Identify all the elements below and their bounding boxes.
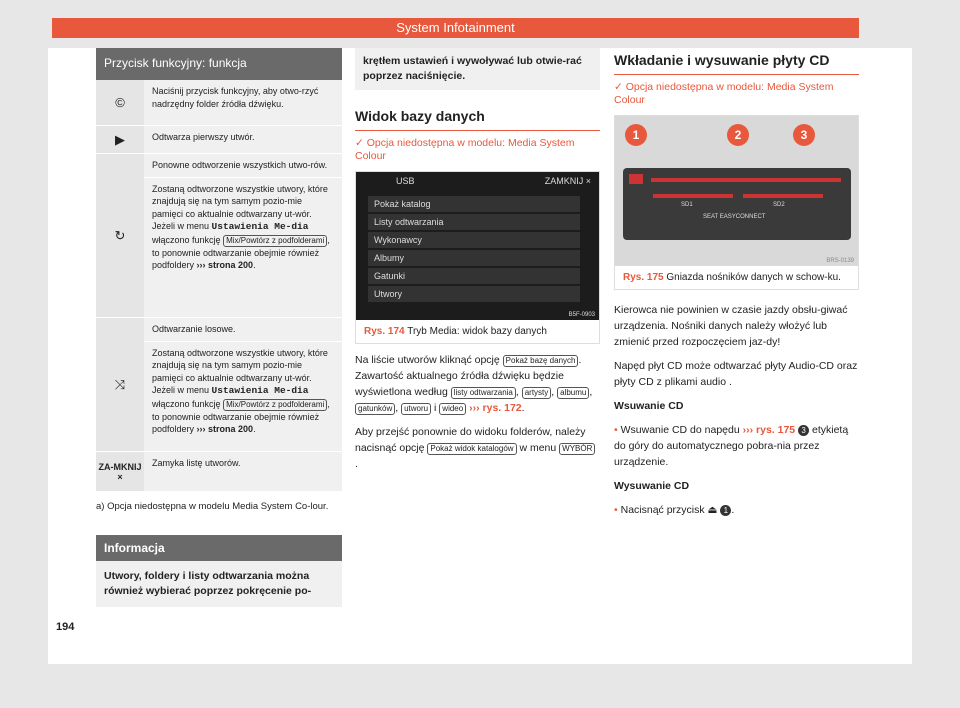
figure-number: Rys. 174 <box>364 326 405 337</box>
text: , to ponownie odtwarzanie obejmie również podfoldery <box>152 398 330 434</box>
subheading: Wysuwanie CD <box>614 480 690 492</box>
info-box <box>96 535 342 607</box>
list-item[interactable]: Utwory <box>368 286 580 302</box>
close-button[interactable]: ZAMKNIJ × <box>544 176 591 186</box>
key-label: albumu <box>557 387 589 399</box>
key-label: listy odtwarzania <box>451 387 516 399</box>
figure-caption <box>356 320 599 343</box>
key-label: Mix/Powtórz z podfolderami <box>223 235 327 247</box>
close-label: ZA-MKNIJ × <box>96 452 144 491</box>
figure-ref: ››› rys. 175 <box>742 424 796 436</box>
caption-text: Gniazda nośników danych w schow-ku. <box>666 272 841 283</box>
section-heading: Wkładanie i wysuwanie płyty CD <box>614 48 859 75</box>
text: Aby przejść ponownie do widoku folderów, należy nacisnąć opcję <box>355 426 586 454</box>
table-cell: Odtwarzanie losowe. <box>152 324 236 334</box>
text: Zostaną odtworzone wszystkie utwory, które znajdują się na tym samym pozio-mie pamięci co aktualnie odtwarzany ut-wór. Jeżeli w menu <box>152 347 328 395</box>
option-note: ✓ Opcja niedostępna w modelu: Media System Colour <box>355 137 575 162</box>
figure-code: B5F-0903 <box>568 312 595 318</box>
usb-label: USB <box>396 176 415 186</box>
table-cell: Naciśnij przycisk funkcyjny, aby otwo-rzyć nadrzędny folder źródła dźwięku. <box>144 80 342 125</box>
paragraph: Napęd płyt CD może odtwarzać płyty Audio-CD oraz płyty CD z plikami audio . <box>614 360 858 388</box>
footnote: a) Opcja niedostępna w modelu Media System Co-lour. <box>96 501 329 512</box>
figure-174 <box>355 171 600 344</box>
callout-3-ref: 3 <box>798 425 809 436</box>
callout-2: 2 <box>727 124 749 146</box>
brand-label: SEAT EASYCONNECT <box>703 214 766 220</box>
table-cell: Zamyka listę utworów. <box>144 452 342 491</box>
column-3 <box>614 48 859 518</box>
bullet: • Wsuwanie CD do napędu ››› rys. 175 3 etykietą do góry do automatycznego pobra-nia przez urządzenie. <box>614 424 849 468</box>
paragraph: Kierowca nie powinien w czasie jazdy obsłu-giwać urządzenia. Nośniki danych należy włożyć lub zmienić przed rozpoczęciem jaz-dy! <box>614 304 848 348</box>
key-label: wideo <box>439 403 466 415</box>
repeat-icon: ↻ <box>96 154 144 317</box>
key-label: WYBÓR <box>559 443 595 455</box>
menu-name: Ustawienia Me-dia <box>211 221 309 232</box>
callout-3: 3 <box>793 124 815 146</box>
key-label: Pokaż bazę danych <box>503 355 579 367</box>
list-item[interactable]: Listy odtwarzania <box>368 214 580 230</box>
info-text: Utwory, foldery i listy odtwarzania można również wybierać poprzez pokręcenie po- <box>104 570 312 597</box>
section-heading: Widok bazy danych <box>355 104 600 131</box>
list-item[interactable]: Pokaż katalog <box>368 196 580 212</box>
key-label: Pokaż widok katalogów <box>427 443 516 455</box>
info-continued: krętłem ustawień i wywoływać lub otwie-rać poprzez naciśnięcie. <box>355 48 600 90</box>
media-screen <box>356 172 599 320</box>
callout-1: 1 <box>625 124 647 146</box>
key-label: artysty <box>522 387 552 399</box>
page-number: 194 <box>56 621 75 633</box>
option-note: ✓ Opcja niedostępna w modelu: Media System Colour <box>614 81 834 106</box>
page-header: System Infotainment <box>52 18 859 38</box>
text: Nacisnąć przycisk ⏏ <box>620 504 718 516</box>
sd2-label: SD2 <box>773 202 785 208</box>
figure-number: Rys. 175 <box>623 272 664 283</box>
menu-name: Ustawienia Me-dia <box>211 385 309 396</box>
callout-1-ref: 1 <box>720 505 731 516</box>
figure-ref: ››› rys. 172 <box>469 402 522 414</box>
key-label: Mix/Powtórz z podfolderami <box>223 399 327 411</box>
column-1: Przycisk funkcyjny: funkcja © Naciśnij przycisk funkcyjny, aby otwo-rzyć nadrzędny folder źródła dźwięku. ▶ Odtwarza pierwszy utwór. ↻ Ponowne odtworzenie wszystkich utwo-rów. Zostaną odtworzone wszystkie utwory, które znajdują się na tym samym pozio-mie pamięci co aktualnie odtwarzany ut-wór. Jeżeli w menu Ustawienia Me-dia włączono funkcję Mix/Powtórz z podfolderami , to ponownie odtwarzanie obejmie również podfoldery ››› strona 200. ⤨ Odtwarzanie losowe. Zostaną odtworzone wszystkie utwory, które znajdują się na tym samym pozio-mie pamięci co aktualnie odtwarzany ut-wór. Jeżeli w menu Ustawienia Me-dia włączono funkcję Mix/Powtórz z podfolderami , to ponownie odtwarzanie obejmie również podfoldery ››› strona 200. ZA-MKNIJ × Zamyka listę utworów. a) Opcja niedostępna w modelu Media System Co-lour. Informacja Utwory, foldery i listy odtwarzania można również wybierać poprzez pokręcenie po- <box>96 48 342 607</box>
text: etykietą do góry do automatycznego pobra-nia przez urządzenie. <box>614 424 849 468</box>
sd2-slot <box>743 194 823 198</box>
key-label: utworu <box>401 403 431 415</box>
page-ref: ››› strona 200 <box>196 260 254 270</box>
text: Na liście utworów kliknąć opcję <box>355 354 500 366</box>
text: w menu <box>519 442 557 454</box>
shuffle-icon: ⤨ <box>96 318 144 451</box>
subheading: Wsuwanie CD <box>614 400 684 412</box>
text: włączono funkcję <box>152 234 221 245</box>
drive-illustration <box>615 116 858 266</box>
figure-code: BRS-0139 <box>826 258 854 264</box>
db-list <box>368 196 580 302</box>
column-2 <box>355 48 600 472</box>
list-item[interactable]: Albumy <box>368 250 580 266</box>
table-cell: Ponowne odtworzenie wszystkich utwo-rów. <box>152 160 328 170</box>
table-cell: Zostaną odtworzone wszystkie utwory, które znajdują się na tym samym pozio-mie pamięci co aktualnie odtwarzany ut-wór. Jeżeli w menu <box>152 183 328 231</box>
paragraph: Aby przejść ponownie do widoku folderów, należy nacisnąć opcję Pokaż widok katalogów w menu WYBÓR . <box>355 424 600 472</box>
text: , to ponownie odtwarzanie obejmie również podfoldery <box>152 234 330 270</box>
text: włączono funkcję <box>152 398 221 409</box>
paragraph: Na liście utworów kliknąć opcję Pokaż bazę danych . Zawartość aktualnego źródła dźwięku będzie wyświetlona według listy odtwarzania , artysty , albumu , gatunków , utworu i wideo ››› rys. 172. <box>355 354 593 414</box>
cd-slot <box>651 178 841 182</box>
caption-text: Tryb Media: widok bazy danych <box>407 326 547 337</box>
play-icon: ▶ <box>96 126 144 153</box>
list-item[interactable]: Wykonawcy <box>368 232 580 248</box>
text: Wsuwanie CD do napędu <box>620 424 740 436</box>
eject-icon[interactable] <box>629 174 643 184</box>
table-cell: Odtwarza pierwszy utwór. <box>144 126 342 153</box>
sd1-slot <box>653 194 733 198</box>
text: . Zawartość aktualnego źródła dźwięku będzie wyświetlona według <box>355 354 582 398</box>
drive-panel <box>623 168 851 240</box>
figure-caption <box>615 266 858 289</box>
sd1-label: SD1 <box>681 202 693 208</box>
text: i <box>434 402 437 414</box>
bullet: • Nacisnąć przycisk ⏏ 1 . <box>614 504 735 516</box>
folder-up-icon: © <box>96 80 144 125</box>
table-title: Przycisk funkcyjny: funkcja <box>96 48 342 80</box>
figure-175 <box>614 115 859 290</box>
key-label: gatunków <box>355 403 395 415</box>
page-ref: ››› strona 200 <box>196 424 254 434</box>
list-item[interactable]: Gatunki <box>368 268 580 284</box>
info-title: Informacja <box>96 535 342 561</box>
